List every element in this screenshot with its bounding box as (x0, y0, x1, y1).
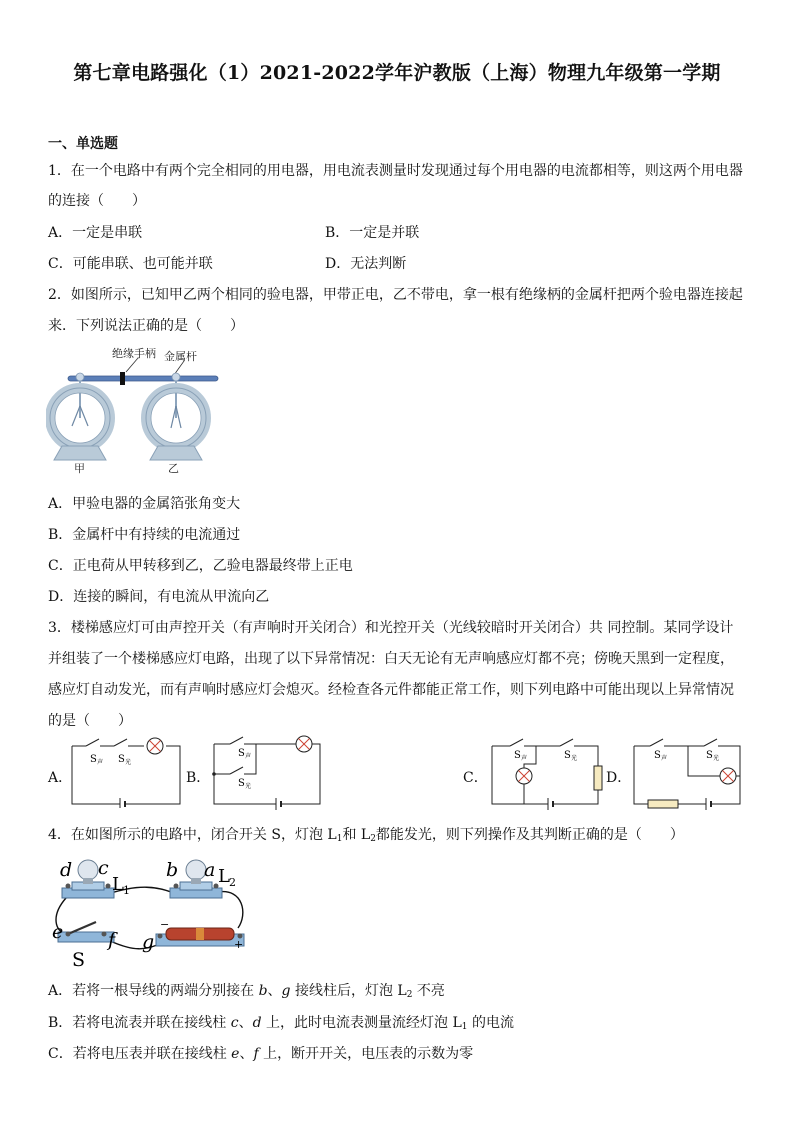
q1-option-a: A．一定是串联 (48, 225, 143, 241)
label-l2: L (218, 866, 230, 887)
handle-label: 绝缘手柄 (112, 347, 156, 360)
label-g: g (142, 931, 155, 953)
page-title: 第七章电路强化（1）2021-2022学年沪教版（上海）物理九年级第一学期 (73, 62, 721, 84)
svg-text:声: 声 (521, 755, 528, 762)
q1-option-c: C．可能串联、也可能并联 (48, 256, 213, 272)
label-d: d (60, 859, 73, 881)
resistor-icon (648, 800, 678, 808)
svg-text:2: 2 (229, 876, 236, 889)
svg-text:S: S (564, 750, 571, 761)
q4-option-a: A．若将一根导线的两端分别接在 b、g 接线柱后，灯泡 $L_2$ 不亮 (48, 983, 445, 1000)
q2-option-a: A．甲验电器的金属箔张角变大 (48, 496, 241, 512)
physical-circuit-figure (48, 854, 258, 972)
q3-option-c-label: C． (463, 770, 488, 786)
svg-text:S: S (238, 748, 245, 759)
svg-text:声: 声 (245, 753, 252, 760)
q2-option-d: D．连接的瞬间，有电流从甲流向乙 (48, 589, 270, 605)
switch-s (58, 922, 114, 942)
q3-stem-line3: 感应灯自动发光，而有声响时感应灯会熄灭。经检查各元件都能正常工作，则下列电路中可能出现以上异常情况 (48, 682, 734, 698)
insulating-handle (120, 372, 125, 385)
q1-stem-line1: 1．在一个电路中有两个完全相同的用电器，用电流表测量时发现通过每个用电器的电流都相等，则这两个用电器 (48, 163, 743, 179)
q1-stem-line2: 的连接（ ） (48, 193, 146, 209)
q3-stem-line1: 3．楼梯感应灯可由声控开关（有声响时开关闭合）和光控开关（光线较暗时开关闭合）共 同控制。某同学设计 (48, 620, 734, 636)
section-heading: 一、单选题 (48, 136, 118, 152)
electroscope-yi (146, 373, 206, 460)
q1-option-d: D．无法判断 (325, 256, 407, 272)
q3-option-d-label: D． (606, 770, 632, 786)
svg-text:S: S (238, 778, 245, 789)
q4-option-c: C．若将电压表并联在接线柱 e、f 上，断开开关，电压表的示数为零 (48, 1046, 474, 1062)
label-f: f (108, 929, 116, 951)
q1-option-b: B．一定是并联 (325, 225, 420, 241)
metal-rod (68, 376, 218, 381)
circuit-b (206, 734, 326, 810)
svg-text:光: 光 (713, 755, 720, 762)
label-c: c (98, 857, 109, 879)
svg-text:声: 声 (97, 759, 104, 766)
svg-text:S: S (118, 754, 125, 765)
label-minus: − (160, 918, 170, 931)
svg-text:S: S (706, 750, 713, 761)
label-a: a (204, 859, 216, 881)
circuit-a (66, 736, 186, 808)
label-b: b (166, 859, 179, 881)
q3-stem-line2: 并组装了一个楼梯感应灯电路，出现了以下异常情况：白天无论有无声响感应灯都不亮；傍晚天黑到一定程度， (48, 651, 734, 667)
q4-stem: 4．在如图所示的电路中，闭合开关 S，灯泡 $L_1$和 $L_2$都能发光，则下列操作及其判断正确的是（ ） (48, 827, 684, 844)
circuit-c (484, 736, 609, 810)
q2-option-c: C．正电荷从甲转移到乙，乙验电器最终带上正电 (48, 558, 353, 574)
lamp-icon (720, 768, 736, 784)
svg-text:S: S (514, 750, 521, 761)
svg-text:光: 光 (125, 759, 132, 766)
label-e: e (52, 921, 64, 943)
label-yi: 乙 (168, 462, 179, 474)
q2-stem-line2: 来．下列说法正确的是（ ） (48, 318, 244, 334)
svg-text:S: S (90, 754, 97, 765)
svg-text:光: 光 (245, 783, 252, 790)
lamp-icon (296, 736, 312, 752)
q3-option-a-label: A． (48, 770, 73, 786)
svg-text:1: 1 (123, 884, 130, 897)
electroscope-figure (46, 346, 226, 474)
svg-text:声: 声 (661, 755, 668, 762)
q4-option-b: B．若将电流表并联在接线柱 c、d 上，此时电流表测量流经灯泡 $L_1$ 的电流 (48, 1015, 514, 1032)
q3-option-b-label: B． (186, 770, 211, 786)
label-jia: 甲 (74, 462, 85, 474)
label-l1: L (112, 874, 124, 895)
q3-stem-line4: 的是（ ） (48, 713, 132, 729)
label-plus: + (234, 938, 244, 951)
q2-stem-line1: 2．如图所示，已知甲乙两个相同的验电器，甲带正电，乙不带电，拿一根有绝缘柄的金属杆把两个验电器连接起 (48, 287, 743, 303)
lamp-icon (147, 738, 163, 754)
circuit-d (628, 736, 750, 810)
q2-option-b: B．金属杆中有持续的电流通过 (48, 527, 241, 543)
electroscope-jia (50, 373, 110, 460)
lamp-icon (516, 768, 532, 784)
resistor-icon (594, 766, 602, 790)
svg-text:光: 光 (571, 755, 578, 762)
label-s: S (72, 949, 86, 971)
svg-text:S: S (654, 750, 661, 761)
rod-label: 金属杆 (164, 350, 197, 363)
